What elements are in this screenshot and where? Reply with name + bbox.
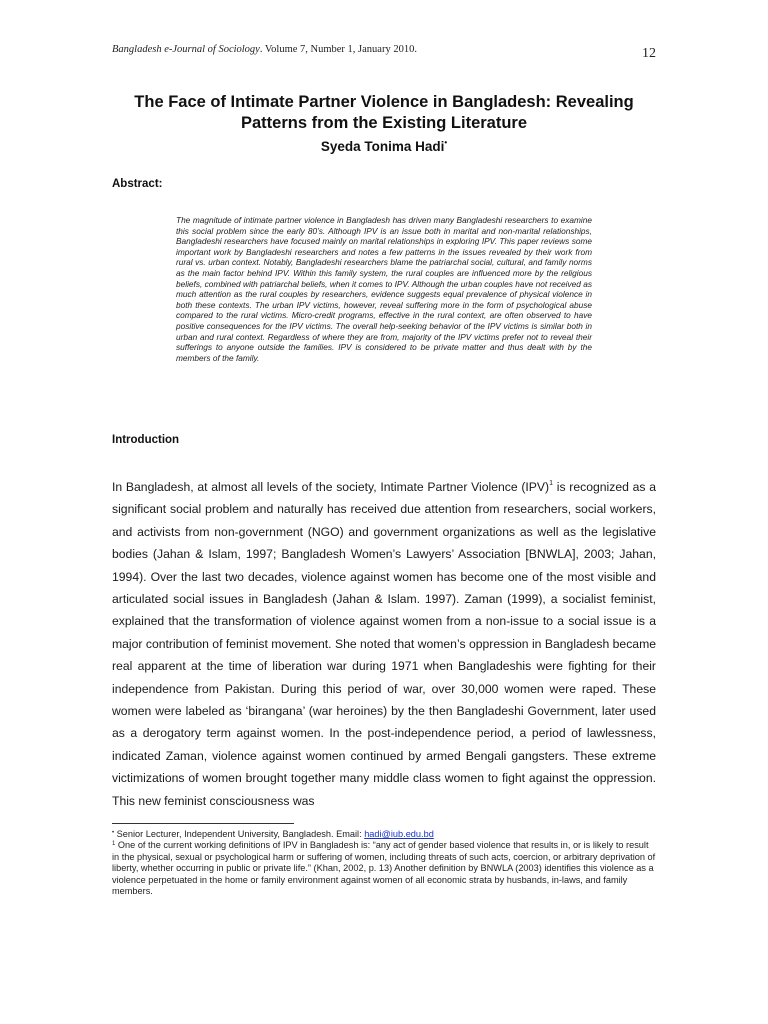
abstract-text: The magnitude of intimate partner violence in Bangladesh has driven many Bangladeshi researchers to examine this social problem since the early 80’s. Although IPV is an issue both in marital and non-marital relationships, Bangladeshi researchers have focused mainly on marital relationships in exploring IPV. This paper reviews some important work by Bangladeshi researchers and notes a few patterns in the issues revealed by their work from rural vs. urban context. Notably, Bangladeshi researchers blame the patriarchal social, cultural, and family norms as the main factor behind IPV. Within this family system, the rural couples are influenced more by the religious beliefs, combined with patriarchal beliefs, when it comes to IPV. Although the urban couples have not received as much attention as the rural couples by researchers, evidence suggests equal prevalence of physical violence in both these contexts. The urban IPV victims, however, reveal suffering more in the form of psychological abuse compared to the rural victims. Micro-credit programs, effective in the rural context, are often observed to have positive consequences for the IPV victims. The overall help-seeking behavior of the IPV victims is similar both in urban and rural context. Regardless of where they are from, majority of the IPV victims prefer not to reveal their sufferings to anyone outside the families. IPV is considered to be private matter and thus dealt with by the members of the family. bbox=[176, 215, 592, 363]
intro-text-part-2: is recognized as a significant social problem and naturally has received due attention from researchers, social workers, and activists from non-government (NGO) and government organizations as well as the legislative bodies (Jahan & Islam, 1997; Bangladesh Women’s Lawyers’ Association [BNWLA], 2003; Jahan, 1994). Over the last two decades, violence against women has become one of the most visible and articulated social issues in Bangladesh (Jahan & Islam. 1997). Zaman (1999), a socialist feminist, explained that the transformation of violence against women from a non-issue to a social issue is a major contribution of feminist movement. She noted that women’s oppression in Bangladesh became real apparent at the time of liberation war during 1971 when Bangladeshis were fighting for their independence from Pakistan. During this period of war, over 30,000 women were raped. These women were labeled as ‘birangana’ (war heroines) by the then Bangladeshi Government, later used as a derogatory term against women. In the post-independence period, a period of lawlessness, indicated Zaman, violence against women continued by armed Bengali gangsters. These extreme victimizations of women brought together many middle class women to fight against the oppression. This new feminist consciousness was bbox=[112, 480, 656, 808]
running-header bbox=[112, 44, 417, 55]
author-name: Syeda Tonima Hadi bbox=[320, 139, 445, 154]
journal-issue: . Volume 7, Number 1, January 2010. bbox=[259, 44, 417, 55]
footnote-divider bbox=[112, 823, 294, 824]
author-email-link[interactable]: hadi@iub.edu.bd bbox=[364, 829, 434, 839]
abstract-heading: Abstract: bbox=[112, 178, 163, 190]
footnote-author-marker: • bbox=[112, 830, 115, 836]
author-footnote-marker: • bbox=[444, 138, 448, 147]
title-line-2: Patterns from the Existing Literature bbox=[240, 114, 528, 132]
footnotes bbox=[112, 829, 656, 897]
intro-text-part-1: In Bangladesh, at almost all levels of the society, Intimate Partner Violence (IPV) bbox=[112, 480, 550, 494]
paper-title bbox=[100, 92, 668, 134]
introduction-heading: Introduction bbox=[112, 434, 180, 446]
author-line bbox=[100, 138, 668, 154]
footnote-1 bbox=[112, 840, 656, 897]
journal-name: Bangladesh e-Journal of Sociology bbox=[112, 44, 260, 55]
title-line-1: The Face of Intimate Partner Violence in Bangladesh: Revealing bbox=[134, 93, 634, 111]
footnote-1-text: One of the current working definitions of IPV in Bangladesh is: “any act of gender based violence that results in, or is likely to result in the physical, sexual or psychological harm or suffering of women, including threats of such acts, coercion, or arbitrary deprivation of liberty, whether occurring in public or private life.” (Khan, 2002, p. 13) Another definition by BNWLA (2003) identifies this violence as a violence perpetuated in the home or family environment against women of all economic strata by husbands, in-laws, and family members. bbox=[112, 840, 656, 897]
page-number: 12 bbox=[642, 46, 656, 61]
footnote-author bbox=[112, 829, 656, 840]
footnote-ref-1[interactable]: 1 bbox=[549, 480, 554, 487]
introduction-paragraph bbox=[112, 476, 656, 812]
footnote-1-marker: 1 bbox=[112, 841, 116, 848]
footnote-author-text: Senior Lecturer, Independent University, Bangladesh. Email: bbox=[114, 829, 365, 839]
